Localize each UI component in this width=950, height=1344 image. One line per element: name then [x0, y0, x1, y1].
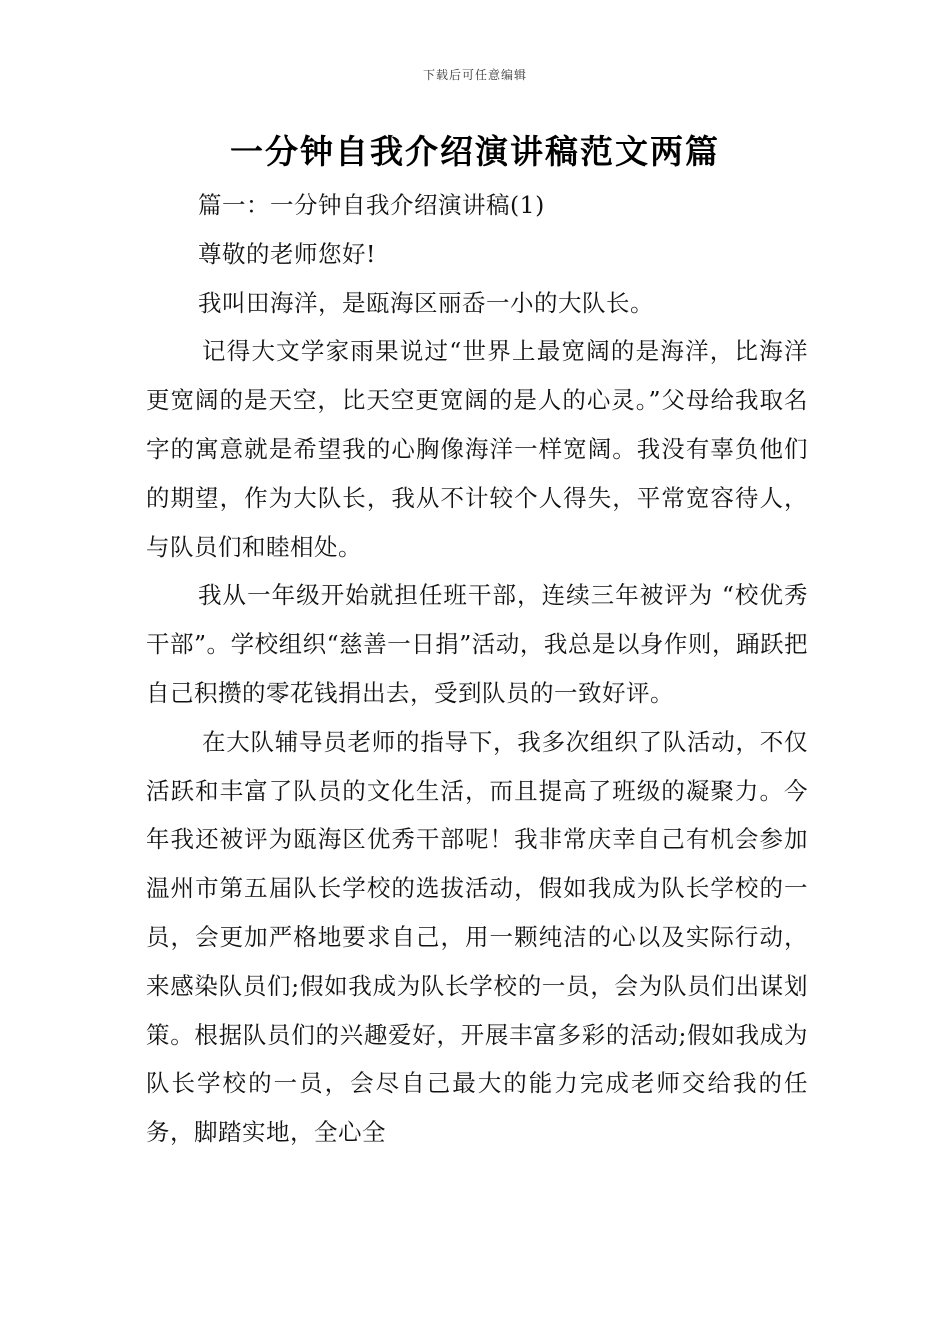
- body-paragraph-2: 我从一年级开始就担任班干部，连续三年被评为 “校优秀干部”。学校组织“慈善一日捐”活动，我总是以身作则，踊跃把自己积攒的零花钱捐出去，受到队员的一致好评。: [146, 581, 808, 707]
- body-paragraph-1: 记得大文学家雨果说过“世界上最宽阔的是海洋，比海洋更宽阔的是天空，比天空更宽阔的是人的心灵。”父母给我取名字的寓意就是希望我的心胸像海洋一样宽阔。我没有辜负他们的期望，作为大队长，我从不计较个人得失，平常宽容待人，与队员们和睦相处。: [146, 337, 808, 561]
- section-heading: 篇一：一分钟自我介绍演讲稿(1): [198, 191, 545, 219]
- salutation-paragraph: 尊敬的老师您好!: [198, 239, 376, 268]
- intro-paragraph: 我叫田海洋，是瓯海区丽岙一小的大队长。: [198, 288, 654, 317]
- document-title: 一分钟自我介绍演讲稿范文两篇: [230, 132, 720, 171]
- document-body: [146, 181, 808, 1157]
- header-note: 下载后可任意编辑: [422, 68, 527, 82]
- body-paragraph-3: 在大队辅导员老师的指导下，我多次组织了队活动，不仅活跃和丰富了队员的文化生活，而且提高了班级的凝聚力。今年我还被评为瓯海区优秀干部呢！我非常庆幸自己有机会参加温州市第五届队长学校的选拔活动，假如我成为队长学校的一员，会更加严格地要求自己，用一颗纯洁的心以及实际行动，来感染队员们;假如我成为队长学校的一员，会为队员们出谋划策。根据队员们的兴趣爱好，开展丰富多彩的活动;假如我成为队长学校的一员，会尽自己最大的能力完成老师交给我的任务，脚踏实地，全心全: [146, 727, 808, 1147]
